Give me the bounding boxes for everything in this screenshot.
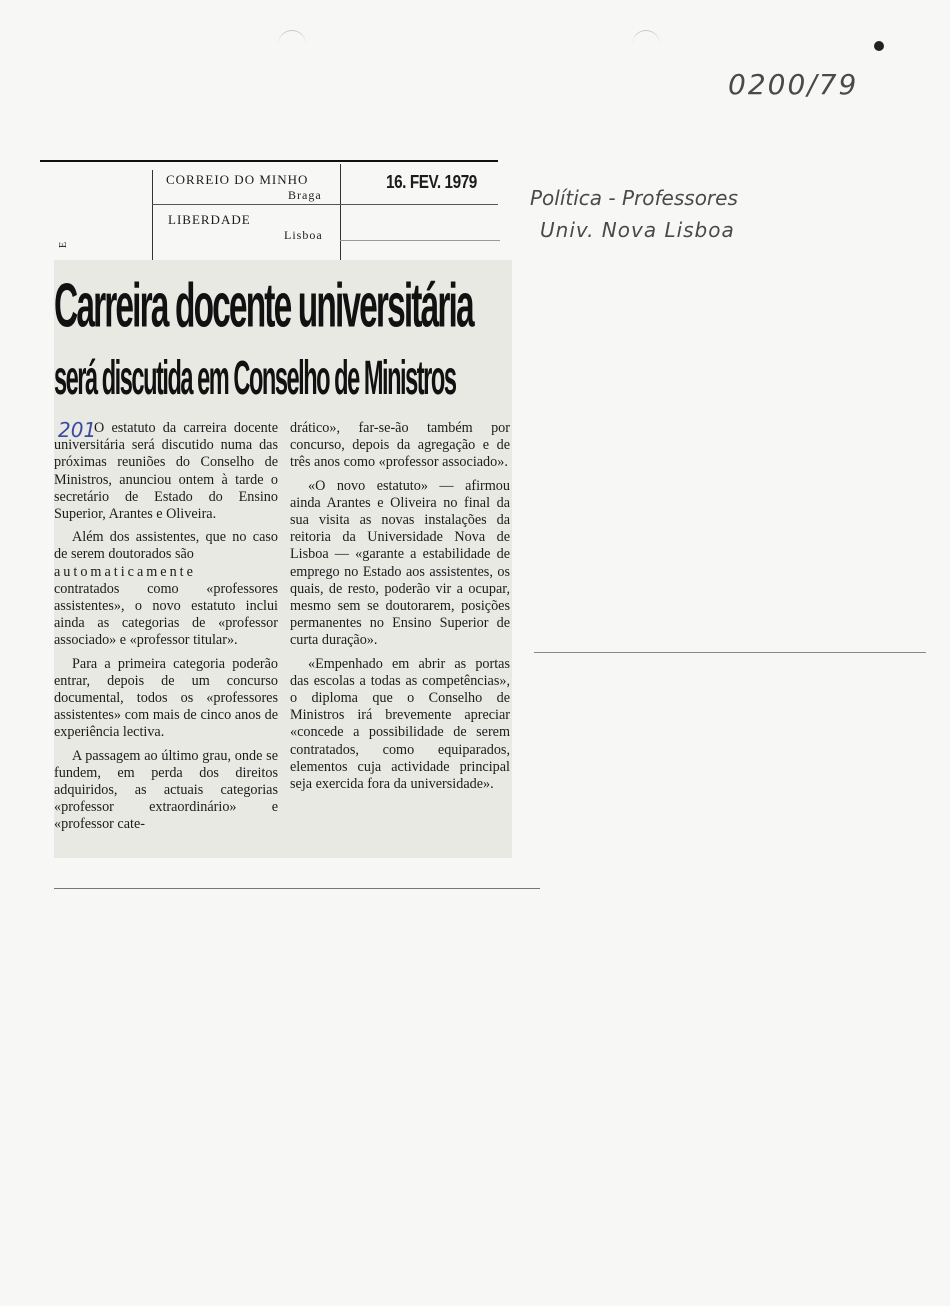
archive-number: 0200/79 <box>728 68 859 101</box>
masthead-divider <box>340 240 500 241</box>
masthead-divider <box>152 204 498 205</box>
article-column-1 <box>54 420 278 840</box>
publication-name: LIBERDADE <box>168 212 251 227</box>
paragraph-fragment: automaticamente <box>54 563 196 580</box>
publication-city: Lisboa <box>284 228 323 242</box>
paragraph: Para a primeira categoria poderão entrar, depois de um concurso documental, todos os «professores assistentes» com mais de cinco anos de experiência lectiva. <box>54 655 278 741</box>
paragraph: «O novo estatuto» — afirmou ainda Arantes e Oliveira no final da sua visita as novas instalações da reitoria da Universidade Nova de Lisboa — «garante a estabilidade de emprego no Estado aos assistentes, os quais, de resto, poderão vir a ocupar, mesmo sem se doutorarem, posições permanentes no Ensino Superior de curta duração». <box>290 477 510 649</box>
paragraph: A passagem ao último grau, onde se fundem, em perda dos direitos adquiridos, as actuais categorias «professor extraordinário» e «professor cate- <box>54 747 278 833</box>
topic-note-line2: Univ. Nova Lisboa <box>540 218 735 242</box>
clipping-bottom-rule <box>54 888 540 889</box>
punch-hole-right <box>632 30 660 59</box>
masthead-divider <box>340 164 341 260</box>
publication-date: 16. FEV. 1979 <box>386 172 477 192</box>
paragraph: O estatuto da carreira docente universitária será discutido numa das próximas reuniões do Conselho de Ministros, anunciou ontem à tarde o secretário de Estado do Ensino Superior, Arantes e Oliveira. <box>54 420 278 523</box>
paragraph: «Empenhado em abrir as portas das escolas a todas as competências», o diploma que o Conselho de Ministros irá brevemente apreciar «concede a possibilidade de serem contratados, como equiparados, elementos cuja actividade principal seja exercida fora da universidade». <box>290 655 510 793</box>
ink-dot <box>874 41 884 51</box>
publication-city: Braga <box>288 188 322 202</box>
article-column-2 <box>290 420 510 799</box>
paragraph: Além dos assistentes, que no caso de serem doutorados são <box>54 529 278 563</box>
topic-note-line1: Política - Professores <box>530 186 738 210</box>
subheadline: será discutida em Conselho de Ministros <box>54 352 456 405</box>
side-text: E <box>58 241 69 248</box>
paragraph: contratados como «professores assistentes», o novo estatuto inclui ainda as categorias de «professor associado» e «professor titular». <box>54 580 278 649</box>
paragraph: drático», far-se-ão também por concurso, depois da agregação e de três anos como «professor associado». <box>290 420 510 471</box>
clip-number: 201 <box>58 418 97 442</box>
page-rule <box>534 652 926 653</box>
publication-name: CORREIO DO MINHO <box>166 172 309 187</box>
punch-hole-left <box>278 30 306 59</box>
headline: Carreira docente universitária <box>54 271 473 341</box>
newspaper-clipping <box>40 160 540 900</box>
masthead-divider <box>152 170 153 260</box>
masthead-rule <box>40 160 498 162</box>
